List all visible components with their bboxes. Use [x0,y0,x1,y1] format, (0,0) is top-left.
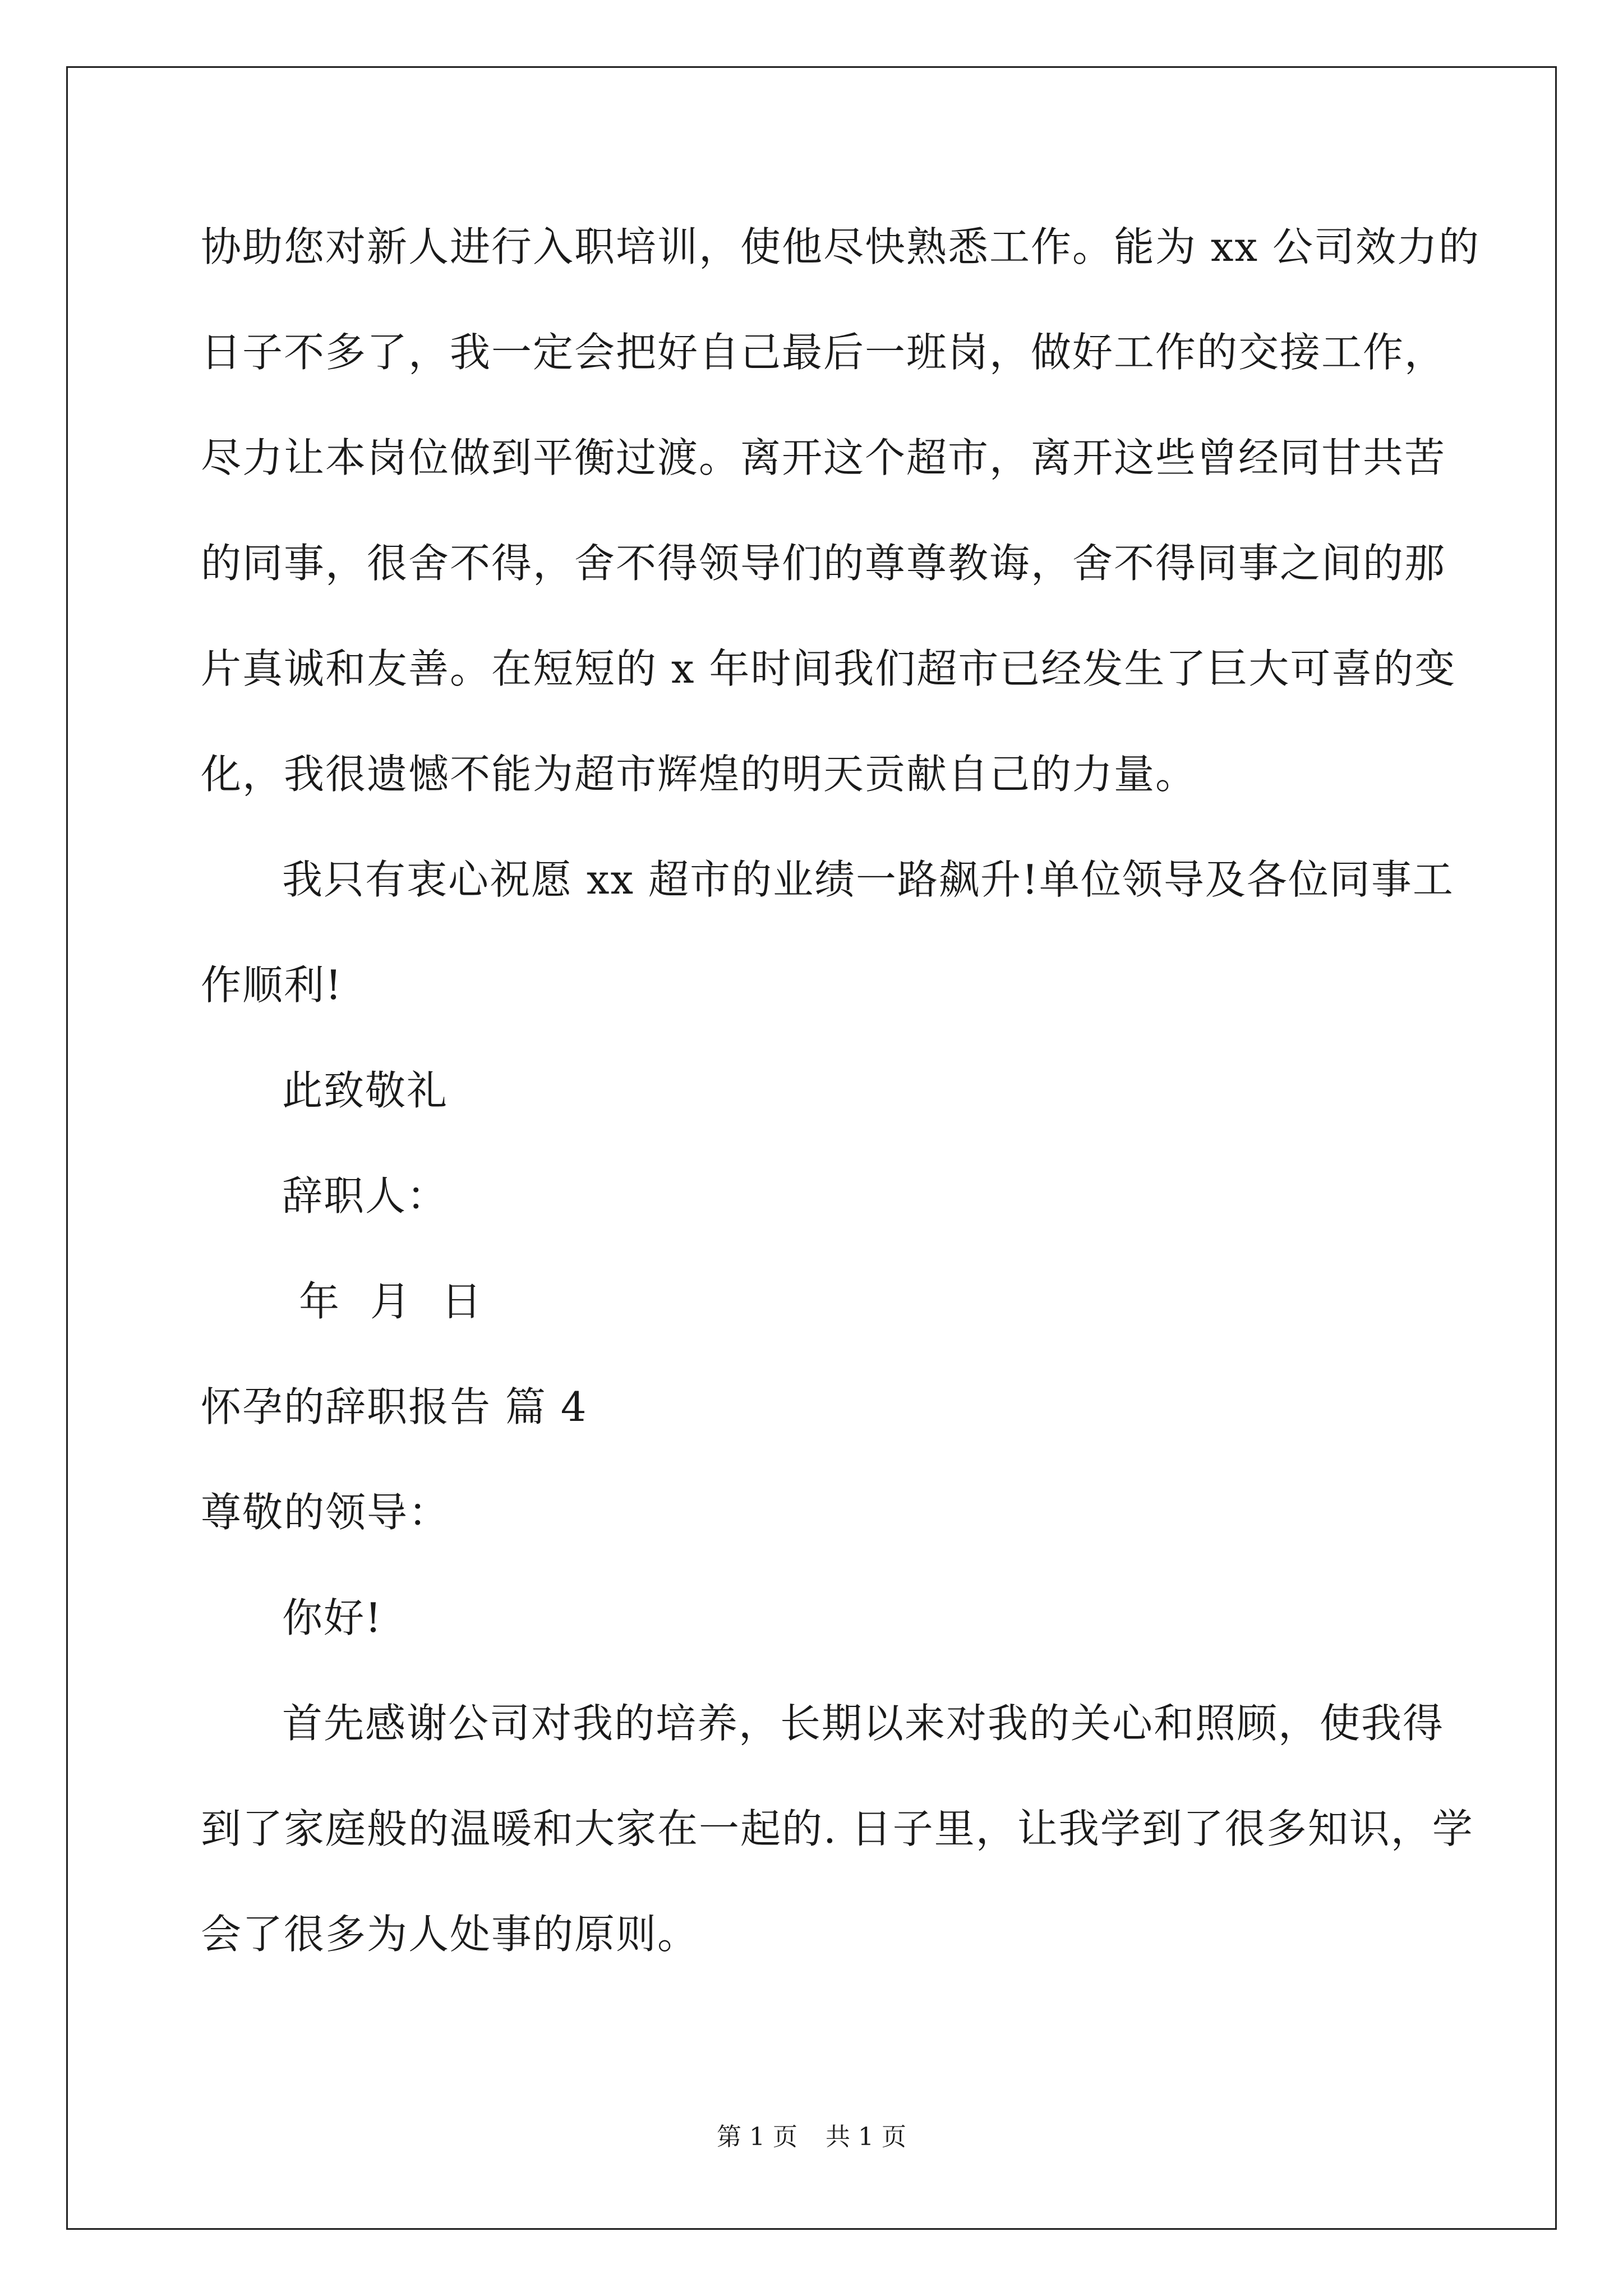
greeting: 尊敬的领导： [201,1489,450,1536]
greeting-hello: 你好! [282,1594,382,1641]
page-number: 第 1 页 [717,2123,797,2151]
page-footer [0,2120,1623,2154]
paragraph-line: 片真诚和友善。在短短的 x 年时间我们超市已经发生了巨大可喜的变 [201,645,1456,692]
paragraph-line: 到了家庭般的温暖和大家在一起的. 日子里，让我学到了很多知识，学 [201,1805,1474,1852]
paragraph-line: 会了很多为人处事的原则。 [201,1911,699,1958]
closing-salutation: 此致敬礼 [282,1067,449,1114]
date-line: 年 月 日 [299,1278,483,1325]
paragraph-line: 化，我很遗憾不能为超市辉煌的明天贡献自己的力量。 [201,751,1197,798]
section-heading: 怀孕的辞职报告 篇 4 [201,1383,588,1430]
paragraph-line: 日子不多了，我一定会把好自己最后一班岗，做好工作的交接工作， [201,329,1446,376]
page-total: 共 1 页 [826,2123,906,2151]
signature-label: 辞职人： [282,1172,449,1220]
paragraph-line: 首先感谢公司对我的培养，长期以来对我的关心和照顾，使我得 [282,1700,1445,1747]
paragraph-line: 我只有衷心祝愿 xx 超市的业绩一路飙升!单位领导及各位同事工 [282,856,1454,903]
paragraph-line: 尽力让本岗位做到平衡过渡。离开这个超市，离开这些曾经同甘共苦 [201,434,1446,481]
paragraph-line: 作顺利! [201,961,343,1009]
paragraph-line: 的同事，很舍不得，舍不得领导们的尊尊教诲，舍不得同事之间的那 [201,540,1446,587]
paragraph-line: 协助您对新人进行入职培训，使他尽快熟悉工作。能为 xx 公司效力的 [201,223,1480,270]
